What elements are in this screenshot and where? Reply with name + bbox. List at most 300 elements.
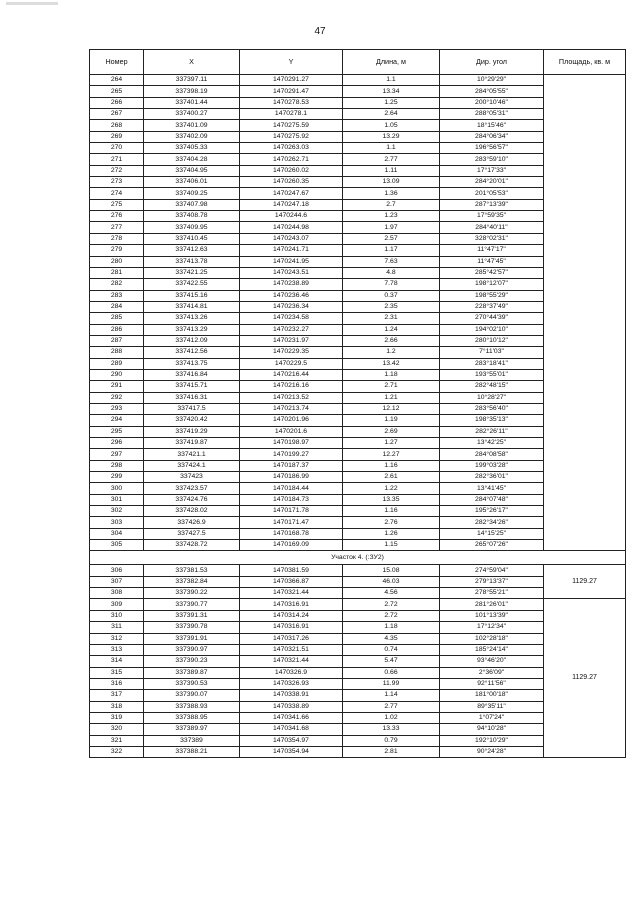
- cell-number: 281: [90, 267, 144, 278]
- cell-x: 337382.84: [144, 576, 240, 587]
- cell-length: 4.8: [343, 267, 440, 278]
- cell-y: 1470236.46: [240, 290, 343, 301]
- cell-angle: 280°10'12": [440, 335, 544, 346]
- cell-x: 337409.25: [144, 188, 240, 199]
- cell-angle: 284°06'34": [440, 131, 544, 142]
- cell-y: 1470243.07: [240, 233, 343, 244]
- cell-length: 1.17: [343, 245, 440, 256]
- cell-number: 288: [90, 347, 144, 358]
- cell-number: 313: [90, 644, 144, 655]
- table-row: [90, 599, 626, 610]
- cell-length: 2.66: [343, 335, 440, 346]
- cell-angle: 284°08'58": [440, 449, 544, 460]
- cell-angle: 17°59'35": [440, 211, 544, 222]
- cell-number: 270: [90, 143, 144, 154]
- cell-angle: 282°34'26": [440, 517, 544, 528]
- cell-x: 337398.19: [144, 86, 240, 97]
- area-cell: 1129.27: [544, 565, 626, 599]
- cell-angle: 198°35'13": [440, 415, 544, 426]
- cell-angle: 92°11'56": [440, 678, 544, 689]
- cell-angle: 2°36'09": [440, 667, 544, 678]
- cell-angle: 102°28'18": [440, 633, 544, 644]
- cell-number: 318: [90, 701, 144, 712]
- cell-x: 337420.42: [144, 415, 240, 426]
- cell-angle: 11°47'45": [440, 256, 544, 267]
- cell-length: 13.29: [343, 131, 440, 142]
- cell-length: 15.08: [343, 565, 440, 576]
- cell-x: 337412.56: [144, 347, 240, 358]
- cell-x: 337419.87: [144, 438, 240, 449]
- cell-length: 13.09: [343, 177, 440, 188]
- cell-number: 277: [90, 222, 144, 233]
- cell-x: 337390.07: [144, 690, 240, 701]
- cell-length: 13.35: [343, 494, 440, 505]
- cell-angle: 265°07'26": [440, 540, 544, 551]
- cell-x: 337400.27: [144, 109, 240, 120]
- cell-angle: 94°10'28": [440, 724, 544, 735]
- cell-angle: 288°05'31": [440, 109, 544, 120]
- cell-angle: 181°00'18": [440, 690, 544, 701]
- cell-length: 1.18: [343, 622, 440, 633]
- cell-number: 320: [90, 724, 144, 735]
- cell-number: 285: [90, 313, 144, 324]
- cell-angle: 278°55'21": [440, 588, 544, 599]
- cell-length: 4.35: [343, 633, 440, 644]
- cell-angle: 199°03'28": [440, 460, 544, 471]
- cell-y: 1470321.51: [240, 644, 343, 655]
- cell-number: 315: [90, 667, 144, 678]
- cell-number: 275: [90, 199, 144, 210]
- cell-number: 322: [90, 746, 144, 757]
- cell-x: 337423: [144, 472, 240, 483]
- cell-number: 278: [90, 233, 144, 244]
- cell-length: 7.78: [343, 279, 440, 290]
- cell-x: 337417.5: [144, 403, 240, 414]
- cell-y: 1470198.97: [240, 438, 343, 449]
- cell-length: 1.24: [343, 324, 440, 335]
- cell-y: 1470278.1: [240, 109, 343, 120]
- cell-angle: 17°12'34": [440, 622, 544, 633]
- cell-y: 1470199.27: [240, 449, 343, 460]
- cell-x: 337388.93: [144, 701, 240, 712]
- cell-x: 337413.26: [144, 313, 240, 324]
- cell-number: 296: [90, 438, 144, 449]
- cell-x: 337401.44: [144, 97, 240, 108]
- cell-y: 1470354.94: [240, 746, 343, 757]
- cell-angle: 196°56'57": [440, 143, 544, 154]
- cell-angle: 192°10'29": [440, 735, 544, 746]
- table-row: [90, 565, 626, 576]
- cell-length: 12.27: [343, 449, 440, 460]
- cell-number: 314: [90, 656, 144, 667]
- cell-number: 311: [90, 622, 144, 633]
- cell-x: 337413.75: [144, 358, 240, 369]
- cell-length: 2.72: [343, 610, 440, 621]
- cell-number: 298: [90, 460, 144, 471]
- cell-x: 337413.29: [144, 324, 240, 335]
- cell-y: 1470291.27: [240, 75, 343, 86]
- cell-y: 1470168.78: [240, 528, 343, 539]
- cell-x: 337390.22: [144, 588, 240, 599]
- cell-number: 321: [90, 735, 144, 746]
- cell-number: 304: [90, 528, 144, 539]
- cell-number: 287: [90, 335, 144, 346]
- cell-length: 2.57: [343, 233, 440, 244]
- cell-y: 1470169.09: [240, 540, 343, 551]
- cell-x: 337402.09: [144, 131, 240, 142]
- cell-y: 1470229.5: [240, 358, 343, 369]
- cell-y: 1470171.78: [240, 506, 343, 517]
- cell-y: 1470338.89: [240, 701, 343, 712]
- cell-x: 337415.71: [144, 381, 240, 392]
- cell-x: 337423.57: [144, 483, 240, 494]
- cell-y: 1470201.6: [240, 426, 343, 437]
- cell-x: 337409.95: [144, 222, 240, 233]
- cell-x: 337413.78: [144, 256, 240, 267]
- cell-x: 337422.55: [144, 279, 240, 290]
- cell-y: 1470244.6: [240, 211, 343, 222]
- cell-length: 2.71: [343, 381, 440, 392]
- cell-length: 1.14: [343, 690, 440, 701]
- cell-y: 1470213.74: [240, 403, 343, 414]
- cell-number: 286: [90, 324, 144, 335]
- cell-length: 1.16: [343, 460, 440, 471]
- cell-y: 1470216.16: [240, 381, 343, 392]
- cell-y: 1470184.73: [240, 494, 343, 505]
- cell-x: 337390.53: [144, 678, 240, 689]
- cell-number: 282: [90, 279, 144, 290]
- cell-x: 337389: [144, 735, 240, 746]
- cell-x: 337416.31: [144, 392, 240, 403]
- cell-x: 337391.31: [144, 610, 240, 621]
- cell-y: 1470171.47: [240, 517, 343, 528]
- cell-angle: 284°40'11": [440, 222, 544, 233]
- cell-number: 312: [90, 633, 144, 644]
- cell-y: 1470247.67: [240, 188, 343, 199]
- cell-x: 337381.53: [144, 565, 240, 576]
- cell-number: 316: [90, 678, 144, 689]
- cell-x: 337406.01: [144, 177, 240, 188]
- cell-angle: 193°55'01": [440, 369, 544, 380]
- cell-y: 1470238.89: [240, 279, 343, 290]
- cell-x: 337427.5: [144, 528, 240, 539]
- cell-length: 2.35: [343, 301, 440, 312]
- column-header-area: Площадь, кв. м: [544, 50, 626, 75]
- cell-length: 13.33: [343, 724, 440, 735]
- cell-number: 268: [90, 120, 144, 131]
- cell-angle: 89°35'11": [440, 701, 544, 712]
- cell-number: 309: [90, 599, 144, 610]
- cell-x: 337388.21: [144, 746, 240, 757]
- cell-angle: 14°15'25": [440, 528, 544, 539]
- cell-length: 1.97: [343, 222, 440, 233]
- cell-y: 1470229.35: [240, 347, 343, 358]
- cell-number: 279: [90, 245, 144, 256]
- cell-number: 294: [90, 415, 144, 426]
- cell-number: 272: [90, 165, 144, 176]
- cell-x: 337390.77: [144, 599, 240, 610]
- cell-y: 1470241.71: [240, 245, 343, 256]
- cell-angle: 284°05'55": [440, 86, 544, 97]
- cell-y: 1470247.18: [240, 199, 343, 210]
- cell-y: 1470338.91: [240, 690, 343, 701]
- cell-x: 337415.16: [144, 290, 240, 301]
- cell-angle: 284°20'01": [440, 177, 544, 188]
- cell-length: 0.74: [343, 644, 440, 655]
- cell-y: 1470234.58: [240, 313, 343, 324]
- cell-y: 1470341.66: [240, 712, 343, 723]
- header-mark: [6, 2, 58, 5]
- cell-x: 337424.1: [144, 460, 240, 471]
- cell-y: 1470278.53: [240, 97, 343, 108]
- cell-angle: 7°11'03": [440, 347, 544, 358]
- cell-y: 1470184.44: [240, 483, 343, 494]
- cell-y: 1470232.27: [240, 324, 343, 335]
- cell-angle: 274°59'04": [440, 565, 544, 576]
- cell-angle: 283°59'10": [440, 154, 544, 165]
- cell-y: 1470316.91: [240, 622, 343, 633]
- cell-number: 265: [90, 86, 144, 97]
- cell-angle: 198°12'07": [440, 279, 544, 290]
- column-header-number: Номер: [90, 50, 144, 75]
- cell-length: 4.56: [343, 588, 440, 599]
- cell-length: 1.26: [343, 528, 440, 539]
- cell-number: 292: [90, 392, 144, 403]
- cell-angle: 195°26'17": [440, 506, 544, 517]
- cell-length: 2.64: [343, 109, 440, 120]
- cell-length: 2.72: [343, 599, 440, 610]
- cell-y: 1470326.9: [240, 667, 343, 678]
- cell-angle: 282°36'01": [440, 472, 544, 483]
- cell-angle: 328°02'31": [440, 233, 544, 244]
- cell-length: 2.76: [343, 517, 440, 528]
- cell-x: 337416.84: [144, 369, 240, 380]
- cell-length: 1.11: [343, 165, 440, 176]
- cell-x: 337408.78: [144, 211, 240, 222]
- cell-angle: 283°18'41": [440, 358, 544, 369]
- cell-number: 274: [90, 188, 144, 199]
- cell-angle: 10°29'29": [440, 75, 544, 86]
- cell-length: 1.19: [343, 415, 440, 426]
- cell-x: 337404.28: [144, 154, 240, 165]
- cell-number: 271: [90, 154, 144, 165]
- cell-angle: 287°13'39": [440, 199, 544, 210]
- cell-x: 337404.95: [144, 165, 240, 176]
- cell-y: 1470243.51: [240, 267, 343, 278]
- cell-x: 337421.1: [144, 449, 240, 460]
- cell-number: 284: [90, 301, 144, 312]
- cell-number: 308: [90, 588, 144, 599]
- cell-length: 1.22: [343, 483, 440, 494]
- cell-number: 306: [90, 565, 144, 576]
- table-row: [90, 75, 626, 86]
- cell-y: 1470201.96: [240, 415, 343, 426]
- cell-x: 337397.11: [144, 75, 240, 86]
- cell-x: 337390.97: [144, 644, 240, 655]
- cell-angle: 17°17'33": [440, 165, 544, 176]
- cell-length: 13.34: [343, 86, 440, 97]
- cell-number: 317: [90, 690, 144, 701]
- cell-y: 1470260.02: [240, 165, 343, 176]
- cell-x: 337390.23: [144, 656, 240, 667]
- cell-x: 337391.91: [144, 633, 240, 644]
- cell-number: 264: [90, 75, 144, 86]
- cell-angle: 279°13'37": [440, 576, 544, 587]
- column-header-length: Длина, м: [343, 50, 440, 75]
- cell-number: 276: [90, 211, 144, 222]
- cell-length: 1.16: [343, 506, 440, 517]
- area-cell: [544, 75, 626, 551]
- cell-angle: 198°55'29": [440, 290, 544, 301]
- section-title: Участок 4. (:ЗУ2): [90, 551, 626, 565]
- cell-x: 337414.81: [144, 301, 240, 312]
- cell-number: 293: [90, 403, 144, 414]
- cell-angle: 282°48'15": [440, 381, 544, 392]
- cell-length: 1.2: [343, 347, 440, 358]
- cell-x: 337410.45: [144, 233, 240, 244]
- cell-y: 1470241.95: [240, 256, 343, 267]
- cell-angle: 228°37'49": [440, 301, 544, 312]
- cell-x: 337426.9: [144, 517, 240, 528]
- cell-y: 1470321.44: [240, 588, 343, 599]
- cell-x: 337389.87: [144, 667, 240, 678]
- cell-number: 273: [90, 177, 144, 188]
- cell-number: 283: [90, 290, 144, 301]
- cell-number: 305: [90, 540, 144, 551]
- cell-angle: 283°56'40": [440, 403, 544, 414]
- cell-length: 1.02: [343, 712, 440, 723]
- cell-length: 1.21: [343, 392, 440, 403]
- cell-length: 12.12: [343, 403, 440, 414]
- cell-number: 310: [90, 610, 144, 621]
- cell-angle: 90°24'28": [440, 746, 544, 757]
- cell-number: 307: [90, 576, 144, 587]
- cell-x: 337428.72: [144, 540, 240, 551]
- cell-angle: 18°15'46": [440, 120, 544, 131]
- cell-x: 337412.63: [144, 245, 240, 256]
- cell-y: 1470341.68: [240, 724, 343, 735]
- cell-angle: 185°24'14": [440, 644, 544, 655]
- cell-length: 1.27: [343, 438, 440, 449]
- cell-x: 337405.33: [144, 143, 240, 154]
- cell-y: 1470321.44: [240, 656, 343, 667]
- cell-y: 1470316.91: [240, 599, 343, 610]
- cell-x: 337388.95: [144, 712, 240, 723]
- cell-number: 289: [90, 358, 144, 369]
- cell-angle: 101°13'39": [440, 610, 544, 621]
- cell-angle: 270°44'39": [440, 313, 544, 324]
- cell-angle: 282°26'11": [440, 426, 544, 437]
- cell-y: 1470275.92: [240, 131, 343, 142]
- cell-y: 1470260.35: [240, 177, 343, 188]
- section-row: [90, 551, 626, 565]
- cell-y: 1470216.44: [240, 369, 343, 380]
- cell-y: 1470213.52: [240, 392, 343, 403]
- cell-angle: 10°28'27": [440, 392, 544, 403]
- cell-x: 337419.29: [144, 426, 240, 437]
- cell-length: 2.31: [343, 313, 440, 324]
- cell-number: 301: [90, 494, 144, 505]
- cell-length: 46.03: [343, 576, 440, 587]
- cell-y: 1470354.97: [240, 735, 343, 746]
- cell-angle: 285°42'57": [440, 267, 544, 278]
- cell-length: 2.77: [343, 154, 440, 165]
- cell-y: 1470231.97: [240, 335, 343, 346]
- cell-angle: 13°42'25": [440, 438, 544, 449]
- cell-length: 0.79: [343, 735, 440, 746]
- cell-angle: 11°47'17": [440, 245, 544, 256]
- column-header-angle: Дир. угол: [440, 50, 544, 75]
- cell-y: 1470187.37: [240, 460, 343, 471]
- cell-angle: 1°07'24": [440, 712, 544, 723]
- cell-y: 1470236.34: [240, 301, 343, 312]
- cell-angle: 281°26'01": [440, 599, 544, 610]
- cell-number: 290: [90, 369, 144, 380]
- cell-length: 1.18: [343, 369, 440, 380]
- cell-length: 1.36: [343, 188, 440, 199]
- cell-number: 291: [90, 381, 144, 392]
- column-header-x: X: [144, 50, 240, 75]
- cell-length: 1.05: [343, 120, 440, 131]
- cell-x: 337421.25: [144, 267, 240, 278]
- cell-number: 295: [90, 426, 144, 437]
- cell-y: 1470262.71: [240, 154, 343, 165]
- cell-length: 2.69: [343, 426, 440, 437]
- cell-x: 337390.78: [144, 622, 240, 633]
- cell-angle: 284°07'48": [440, 494, 544, 505]
- cell-number: 300: [90, 483, 144, 494]
- cell-angle: 201°05'53": [440, 188, 544, 199]
- cell-y: 1470314.24: [240, 610, 343, 621]
- cell-length: 1.23: [343, 211, 440, 222]
- cell-length: 0.66: [343, 667, 440, 678]
- cell-angle: 194°02'10": [440, 324, 544, 335]
- coordinates-table: [89, 49, 626, 758]
- header-row: [90, 50, 626, 75]
- cell-length: 0.37: [343, 290, 440, 301]
- cell-angle: 13°41'45": [440, 483, 544, 494]
- cell-length: 1.25: [343, 97, 440, 108]
- cell-length: 2.81: [343, 746, 440, 757]
- cell-y: 1470275.59: [240, 120, 343, 131]
- cell-length: 7.63: [343, 256, 440, 267]
- cell-number: 267: [90, 109, 144, 120]
- cell-number: 302: [90, 506, 144, 517]
- cell-length: 2.77: [343, 701, 440, 712]
- cell-number: 297: [90, 449, 144, 460]
- cell-y: 1470244.98: [240, 222, 343, 233]
- cell-x: 337401.09: [144, 120, 240, 131]
- cell-x: 337407.98: [144, 199, 240, 210]
- cell-y: 1470186.99: [240, 472, 343, 483]
- cell-angle: 93°46'20": [440, 656, 544, 667]
- column-header-y: Y: [240, 50, 343, 75]
- cell-number: 266: [90, 97, 144, 108]
- cell-y: 1470291.47: [240, 86, 343, 97]
- cell-y: 1470366.87: [240, 576, 343, 587]
- cell-number: 319: [90, 712, 144, 723]
- cell-length: 13.42: [343, 358, 440, 369]
- cell-y: 1470317.26: [240, 633, 343, 644]
- cell-length: 2.61: [343, 472, 440, 483]
- cell-number: 303: [90, 517, 144, 528]
- cell-number: 269: [90, 131, 144, 142]
- cell-x: 337389.97: [144, 724, 240, 735]
- cell-length: 2.7: [343, 199, 440, 210]
- cell-x: 337424.76: [144, 494, 240, 505]
- cell-length: 1.15: [343, 540, 440, 551]
- area-cell: 1129.27: [544, 599, 626, 758]
